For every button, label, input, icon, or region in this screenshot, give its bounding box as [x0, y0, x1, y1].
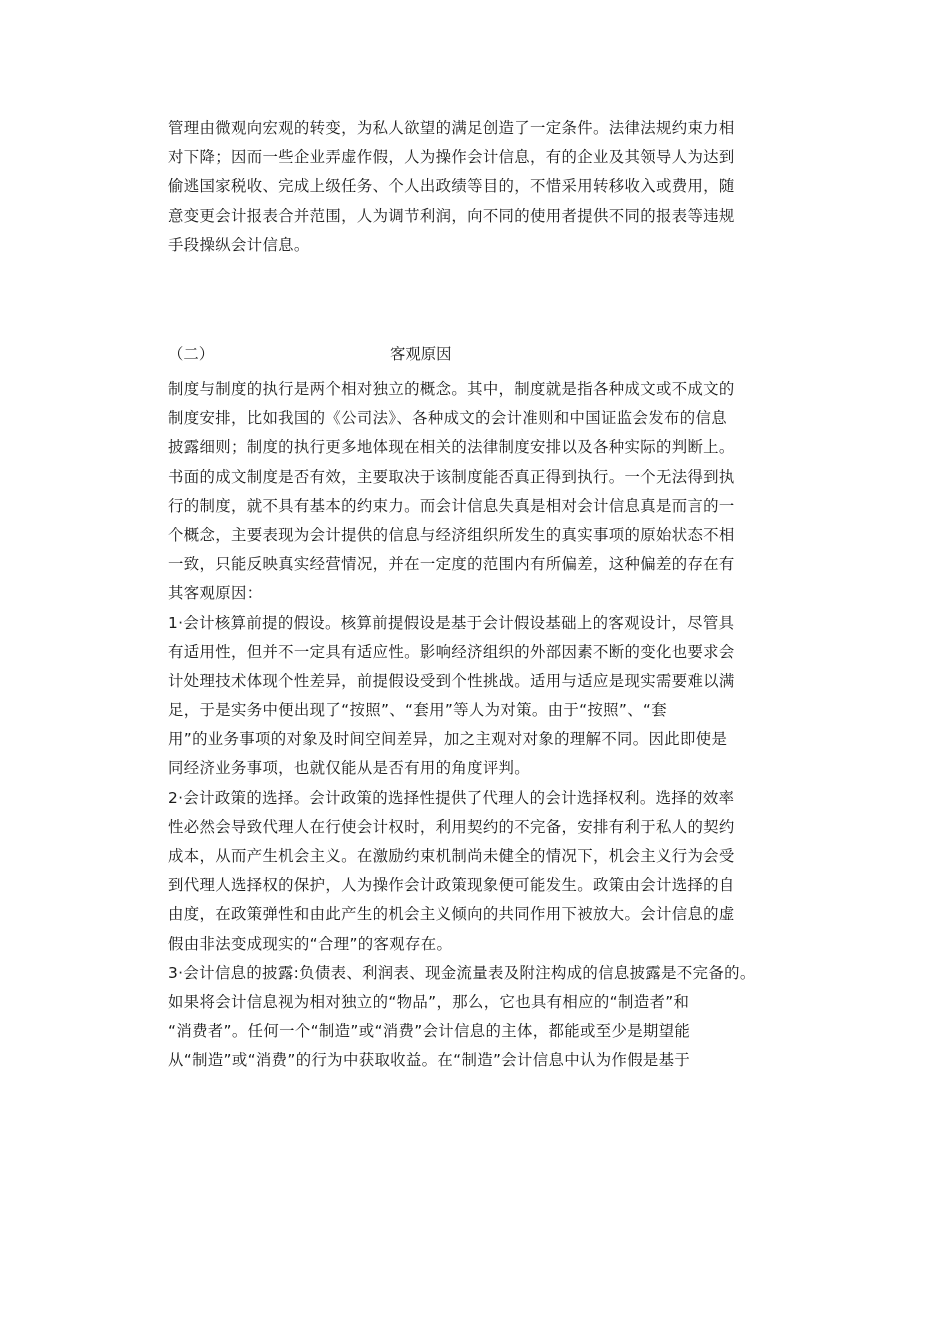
text-line: 一致，只能反映真实经营情况，并在一定度的范围内有所偏差，这种偏差的存在有	[168, 555, 735, 574]
text-line: 成本，从而产生机会主义。在激励约束机制尚未健全的情况下，机会主义行为会受	[168, 847, 735, 865]
section-number: （二）	[168, 345, 215, 363]
text-line: “消费者”。任何一个“制造”或“消费”会计信息的主体，都能或至少是期望能	[168, 1022, 691, 1041]
text-line: 意变更会计报表合并范围，人为调节利润，向不同的使用者提供不同的报表等违规	[168, 206, 735, 225]
text-line: 制度与制度的执行是两个相对独立的概念。其中，制度就是指各种成文或不成文的	[168, 380, 735, 398]
text-line: 书面的成文制度是否有效，主要取决于该制度能否真正得到执行。一个无法得到执	[168, 467, 735, 486]
text-line: 性必然会导致代理人在行使会计权时，利用契约的不完备，安排有利于私人的契约	[168, 817, 735, 836]
text-line: 手段操纵会计信息。	[168, 235, 310, 254]
section-heading	[168, 340, 798, 368]
text-line: 由度，在政策弹性和由此产生的机会主义倾向的共同作用下被放大。会计信息的虚	[168, 905, 735, 924]
text-line: 到代理人选择权的保护，人为操作会计政策现象便可能发生。政策由会计选择的自	[168, 876, 735, 895]
text-line: 有适用性，但并不一定具有适应性。影响经济组织的外部因素不断的变化也要求会	[168, 642, 735, 661]
text-line: 个概念，主要表现为会计提供的信息与经济组织所发生的真实事项的原始状态不相	[168, 525, 735, 544]
text-line: 假由非法变成现实的“合理”的客观存在。	[168, 934, 453, 953]
text-line: 用”的业务事项的对象及时间空间差异，加之主观对对象的理解不同。因此即使是	[168, 730, 728, 749]
text-line: 足，于是实务中便出现了“按照”、“套用”等人为对策。由于“按照”、“套	[168, 701, 668, 720]
text-line: 偷逃国家税收、完成上级任务、个人出政绩等目的，不惜采用转移收入或费用，随	[168, 177, 735, 196]
text-line: 同经济业务事项，也就仅能从是否有用的角度评判。	[168, 759, 531, 778]
text-line: 从“制造”或“消费”的行为中获取收益。在“制造”会计信息中认为作假是基于	[168, 1051, 691, 1070]
text-line: 2·会计政策的选择。会计政策的选择性提供了代理人的会计选择权利。选择的效率	[168, 788, 735, 807]
intro-paragraph	[168, 114, 798, 260]
text-line: 3·会计信息的披露:负债表、利润表、现金流量表及附注构成的信息披露是不完备的。	[168, 963, 756, 982]
text-line: 对下降；因而一些企业弄虚作假，人为操作会计信息，有的企业及其领导人为达到	[168, 148, 735, 167]
text-line: 行的制度，就不具有基本的约束力。而会计信息失真是相对会计信息真是而言的一	[168, 496, 735, 515]
text-line: 制度安排，比如我国的《公司法》、各种成文的会计准则和中国证监会发布的信息	[168, 409, 727, 428]
text-line: 披露细则；制度的执行更多地体现在相关的法律制度安排以及各种实际的判断上。	[168, 438, 735, 457]
text-line: 如果将会计信息视为相对独立的“物品”，那么，它也具有相应的“制造者”和	[168, 992, 690, 1011]
body-text	[168, 375, 798, 1076]
text-line: 管理由微观向宏观的转变，为私人欲望的满足创造了一定条件。法律法规约束力相	[168, 119, 735, 137]
text-line: 计处理技术体现个性差异，前提假设受到个性挑战。适用与适应是现实需要难以满	[168, 671, 735, 690]
text-line: 1·会计核算前提的假设。核算前提假设是基于会计假设基础上的客观设计，尽管具	[168, 613, 735, 632]
text-line: 其客观原因：	[168, 584, 263, 603]
section-title: 客观原因	[390, 345, 452, 363]
